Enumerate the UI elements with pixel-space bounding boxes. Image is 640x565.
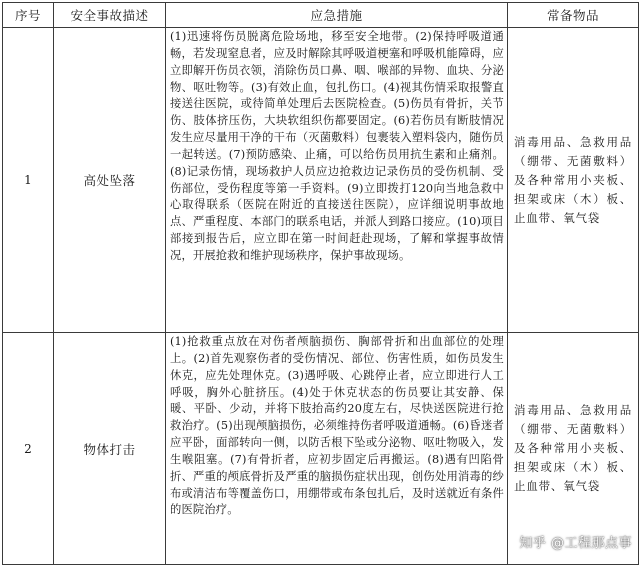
emergency-measures-cell (166, 28, 508, 333)
header-emergency-measures: 应急措施 (166, 3, 508, 28)
emergency-measures-table (2, 2, 639, 565)
table-header-row (3, 3, 639, 28)
emergency-measures-text: (1)迅速将伤员脱离危险场地，移至安全地带。(2)保持呼吸道通畅，若发现窒息者，应及时解除其呼吸道梗塞和呼吸机能障碍，应立即解开伤员衣领，消除伤员口鼻、咽、喉部的异物、血块、分泌物、呕吐物等。(3)有效止血，包扎伤口。(4)视其伤情采取报警直接送往医院，或待简单处理后去医院检查。(5)伤员有骨折，关节伤、肢体挤压伤，大块软组织伤都要固定。(6)若伤员有断肢情况发生应尽量用干净的干布（灭菌敷料）包裹装入塑料袋内，随伤员一起转送。(7)预防感染、止痛，可以给伤员用抗生素和止痛剂。(8)记录伤情，现场救护人员应边抢救边记录伤员的受伤机制、受伤部位，受伤程度等第一手资料。(9)立即拨打120向当地急救中心取得联系（医院在附近的直接送往医院），应详细说明事故地点、严重程度、本部门的联系电话，并派人到路口接应。(10)项目部接到报告后，应立即在第一时间赶赴现场，了解和掌握事故情况，开展抢救和维护现场秩序，保护事故现场。 (170, 30, 504, 262)
table-row (3, 333, 639, 565)
row-number: 2 (3, 333, 54, 565)
table-row (3, 28, 639, 333)
row-number: 1 (3, 28, 54, 333)
accident-type: 高处坠落 (54, 28, 166, 333)
header-no: 序号 (3, 3, 54, 28)
accident-type: 物体打击 (54, 333, 166, 565)
header-standby-items: 常备物品 (508, 3, 639, 28)
standby-items: 消毒用品、急救用品（绷带、无菌敷料）及各种常用小夹板、担架或床（木）板、止血带、氧气袋 (508, 28, 639, 333)
header-accident-description: 安全事故描述 (54, 3, 166, 28)
watermark: 知乎 @工程那点事 (519, 536, 632, 551)
standby-items: 消毒用品、急救用品（绷带、无菌敷料）及各种常用小夹板、担架或床（木）板、止血带、氧气袋 (508, 333, 639, 565)
emergency-measures-cell (166, 333, 508, 565)
emergency-measures-text: (1)抢救重点放在对伤者颅脑损伤、胸部骨折和出血部位的处理上。(2)首先观察伤者的受伤情况、部位、伤害性质，如伤员发生休克，应先处理休克。(3)遇呼吸、心跳停止者，应立即进行人工呼吸，胸外心脏挤压。(4)处于休克状态的伤员要让其安静、保暖、平卧、少动，并将下肢抬高约20度左右，尽快送医院进行抢救治疗。(5)出现颅脑损伤，必须维持伤者呼吸道通畅。(6)昏迷者应平卧，面部转向一侧，以防舌根下坠或分泌物、呕吐物吸入，发生喉阻塞。(7)有骨折者，应初步固定后再搬运。(8)遇有凹陷骨折、严重的颅底骨折及严重的脑损伤症状出现，创伤处用消毒的纱布或清洁布等覆盖伤口，用绷带或布条包扎后，及时送就近有条件的医院治疗。 (170, 335, 504, 517)
